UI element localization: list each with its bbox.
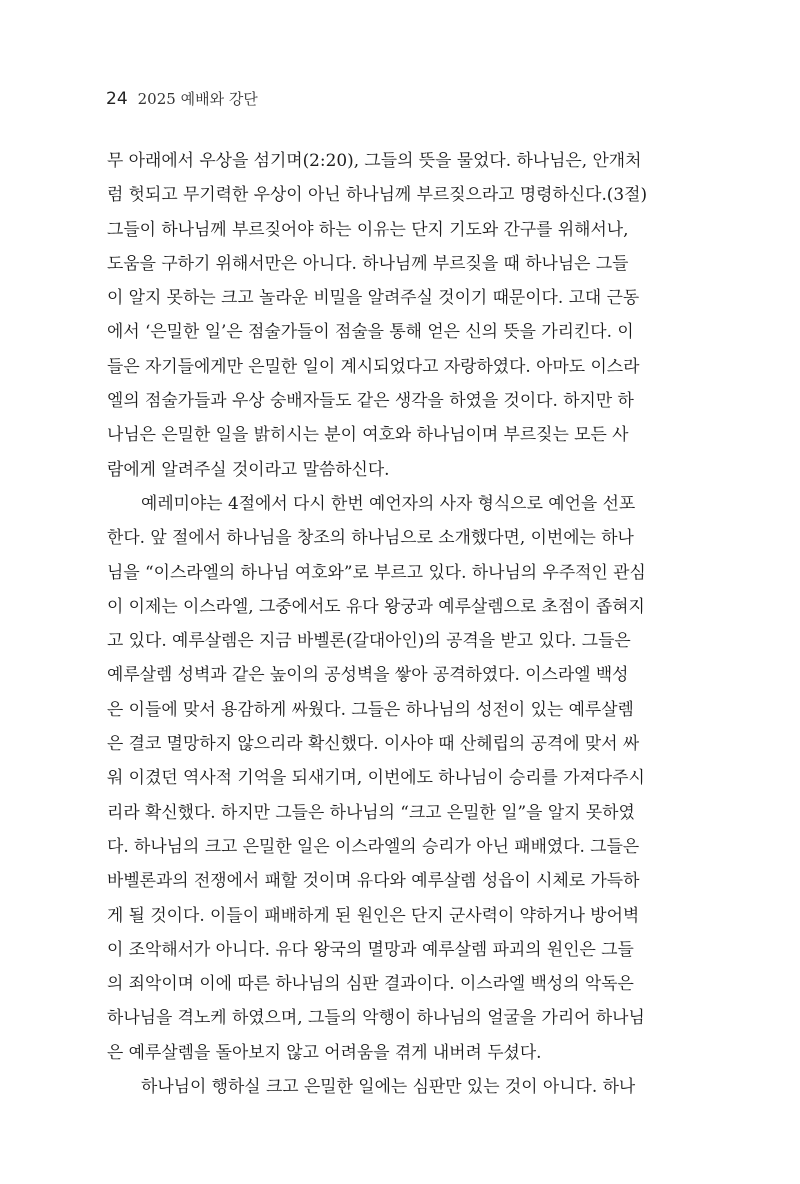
text-line: 람에게 알려주실 것이라고 말씀하신다. (107, 458, 390, 479)
text-line: 하나님을 격노케 하였으며, 그들의 악행이 하나님의 얼굴을 가리어 하나님 (107, 1007, 645, 1028)
text-line: 에서 ‘은밀한 일’은 점술가들이 점술을 통해 얻은 신의 뜻을 가리킨다. 이 (107, 321, 634, 342)
paragraph-start-line: 하나님이 행하실 크고 은밀한 일에는 심판만 있는 것이 아니다. 하나 (141, 1076, 636, 1097)
text-line: 이 이제는 이스라엘, 그중에서도 유다 왕궁과 예루살렘으로 초점이 좁혀지 (107, 595, 645, 616)
running-title: 2025 예배와 강단 (137, 90, 258, 108)
text-line: 예루살렘 성벽과 같은 높이의 공성벽을 쌓아 공격하였다. 이스라엘 백성 (107, 664, 629, 685)
page-number: 24 (106, 89, 128, 109)
text-line: 엘의 점술가들과 우상 숭배자들도 같은 생각을 하였을 것이다. 하지만 하 (107, 390, 634, 411)
text-line: 워 이겼던 역사적 기억을 되새기며, 이번에도 하나님이 승리를 가져다주시 (107, 767, 645, 788)
paragraph-start-line: 예레미야는 4절에서 다시 한번 예언자의 사자 형식으로 예언을 선포 (141, 492, 636, 513)
text-line: 럼 헛되고 무기력한 우상이 아닌 하나님께 부르짖으라고 명령하신다.(3절) (107, 184, 648, 205)
text-line: 이 조악해서가 아니다. 유다 왕국의 멸망과 예루살렘 파괴의 원인은 그들 (107, 938, 634, 959)
text-line: 은 예루살렘을 돌아보지 않고 어려움을 겪게 내버려 두셨다. (107, 1041, 542, 1062)
text-line: 의 죄악이며 이에 따른 하나님의 심판 결과이다. 이스라엘 백성의 악독은 (107, 973, 634, 994)
text-line: 은 이들에 맞서 용감하게 싸웠다. 그들은 하나님의 성전이 있는 예루살렘 (107, 698, 634, 719)
text-line: 한다. 앞 절에서 하나님을 창조의 하나님으로 소개했다면, 이번에는 하나 (107, 527, 634, 548)
text-line: 고 있다. 예루살렘은 지금 바벨론(갈대아인)의 공격을 받고 있다. 그들은 (107, 630, 631, 651)
text-line: 다. 하나님의 크고 은밀한 일은 이스라엘의 승리가 아닌 패배였다. 그들은 (107, 835, 640, 856)
text-line: 도움을 구하기 위해서만은 아니다. 하나님께 부르짖을 때 하나님은 그들 (107, 252, 629, 273)
body-text (107, 148, 687, 1108)
text-line: 들은 자기들에게만 은밀한 일이 계시되었다고 자랑하였다. 아마도 이스라 (107, 355, 640, 376)
page-header (106, 89, 258, 109)
text-line: 바벨론과의 전쟁에서 패할 것이며 유다와 예루살렘 성읍이 시체로 가득하 (107, 870, 640, 891)
text-line: 리라 확신했다. 하지만 그들은 하나님의 “크고 은밀한 일”을 알지 못하였 (107, 801, 635, 822)
text-line: 은 결코 멸망하지 않으리라 확신했다. 이사야 때 산헤립의 공격에 맞서 싸 (107, 733, 640, 754)
text-line: 무 아래에서 우상을 섬기며(2:20), 그들의 뜻을 물었다. 하나님은, 안개처 (107, 150, 642, 170)
text-line: 게 될 것이다. 이들이 패배하게 된 원인은 단지 군사력이 약하거나 방어벽 (107, 904, 640, 925)
text-line: 님을 “이스라엘의 하나님 여호와”로 부르고 있다. 하나님의 우주적인 관심 (107, 561, 646, 582)
text-line: 이 알지 못하는 크고 놀라운 비밀을 알려주실 것이기 때문이다. 고대 근동 (107, 287, 640, 308)
text-line: 그들이 하나님께 부르짖어야 하는 이유는 단지 기도와 간구를 위해서나, (107, 218, 629, 239)
text-line: 나님은 은밀한 일을 밝히시는 분이 여호와 하나님이며 부르짖는 모든 사 (107, 424, 629, 445)
